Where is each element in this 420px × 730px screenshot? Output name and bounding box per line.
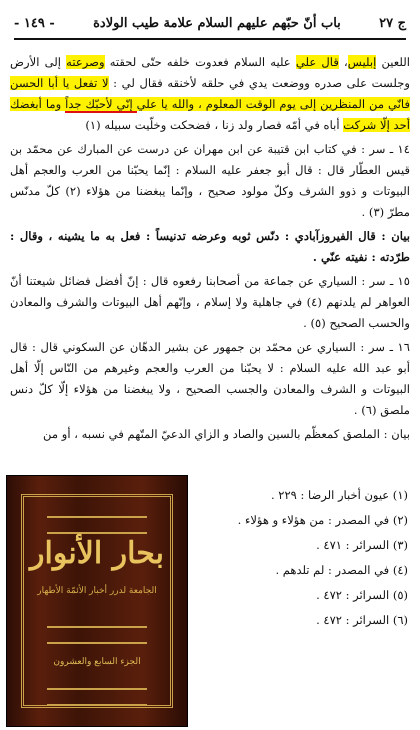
book-title: بحار الأنوار (30, 536, 164, 571)
main-text (10, 52, 410, 448)
footnote-4: (٤) في المصدر : لم تلدهم . (275, 563, 408, 577)
highlight-qal-ali: قال علي (295, 55, 339, 69)
book-subtitle: الجامعة لدرر أخبار الأئمّة الأطهار (37, 586, 157, 596)
paragraph-5: ١٦ ـ سر : السياري عن محمّد بن جمهور عن بشير الدهّان عن السكوني قال : قال أبو عبد الله عليه السلام : لا يحبّنا من العرب والعجم وغيرهم من النّاس إلّا أهل البيوتات و الشرف والمعادن والجسب الصحيح ، ولا يبغضنا من هؤلاء إلّا كلّ دنس ملصق (٦) . (10, 340, 410, 417)
paragraph-4: ١٥ ـ سر : السياري عن جماعة من أصحابنا رفعوه قال : إنّ أفضل فضائل شيعتنا أنّ العواهر لم يلدنهم (٤) في جاهلية ولا إسلام ، وإنّهم أهل البيوتات والشرف والمعادن والحسب الصحيح (٥) . (10, 274, 410, 330)
highlight-iblis: إبليس (347, 55, 377, 69)
page-header (14, 6, 406, 40)
page-number: - ١٤٩ - (14, 15, 55, 31)
book-ornament-bottom (47, 688, 147, 706)
book-cover-image (6, 475, 188, 727)
footnote-3: (٣) السرائر : ٤٧١ . (316, 538, 408, 552)
header-rule (14, 38, 406, 40)
paragraph-2: ١٤ ـ سر : في كتاب ابن قتيبة عن ابن مهران عن درست عن المبارك عن محمّد بن قيس العطّار قال : قال أبو جعفر عليه السلام : إنّما يحبّنا من العرب والعجم أهل البيوتات و ذوو الشرف وكلّ مولود صحيح ، وإنّما يبغضنا من هؤلاء (٢) كلّ مدنّس مطرّ (٣) . (10, 142, 411, 219)
book-volume: الجزء السابع والعشرون (53, 657, 141, 667)
paragraph-3-bayan: بيان : قال الفيروزآبادي : دنّس ثوبه وعرضه تدنيساً : فعل به ما يشينه ، وقال : طرّدته : نفيته عنّي . (10, 229, 410, 264)
footnote-2: (٢) في المصدر : من هؤلاء و هؤلاء . (237, 513, 408, 527)
highlight-quote-3: إنّي لأحبّك جداً (65, 97, 137, 111)
book-ornament-top (47, 516, 147, 534)
highlight-quote-2: والله يا علي (136, 97, 195, 111)
paragraph-1: اللعين إبليس، قال علي عليه السلام فعدوت خلفه حتّى لحقته وصرعته إلى الأرض وجلست على صدره ووضعت يدي في حلقه لأخنقه فقال لي : لا تفعل يا أبا الحسن فانّي من المنظرين إلى يوم الوقت المعلوم ، والله يا علي إنّي لأحبّك جداً وما أبغضك أحد إلّا شركت أباه في أمّه فصار ولد زنا ، فضحكت وخلّيت سبيله (١) (10, 55, 410, 132)
highlight-sara: وصرعته (66, 55, 105, 69)
highlight-quote-4: وما أبغضك أحد إلّا شركت (10, 97, 410, 132)
footnotes (196, 484, 408, 634)
footnote-1: (١) عيون أخبار الرضا : ٢٢٩ . (270, 488, 408, 502)
footnote-6: (٦) السرائر : ٤٧٢ . (316, 613, 408, 627)
volume-number: ج ٢٧ (379, 15, 406, 31)
highlight-quote-1: لا تفعل يا أبا الحسن فانّي من المنظرين إلى يوم الوقت المعلوم ، (10, 76, 410, 111)
footnote-5: (٥) السرائر : ٤٧٢ . (316, 588, 408, 602)
paragraph-6-bayan: بيان : الملصق كمعظّم بالسين والصاد و الزاي الدعيّ المتّهم في نسبه ، أو من (43, 427, 410, 441)
chapter-title: باب أنّ حبّهم عليهم السلام علامة طيب الولادة (93, 15, 341, 31)
book-ornament-mid (47, 626, 147, 644)
